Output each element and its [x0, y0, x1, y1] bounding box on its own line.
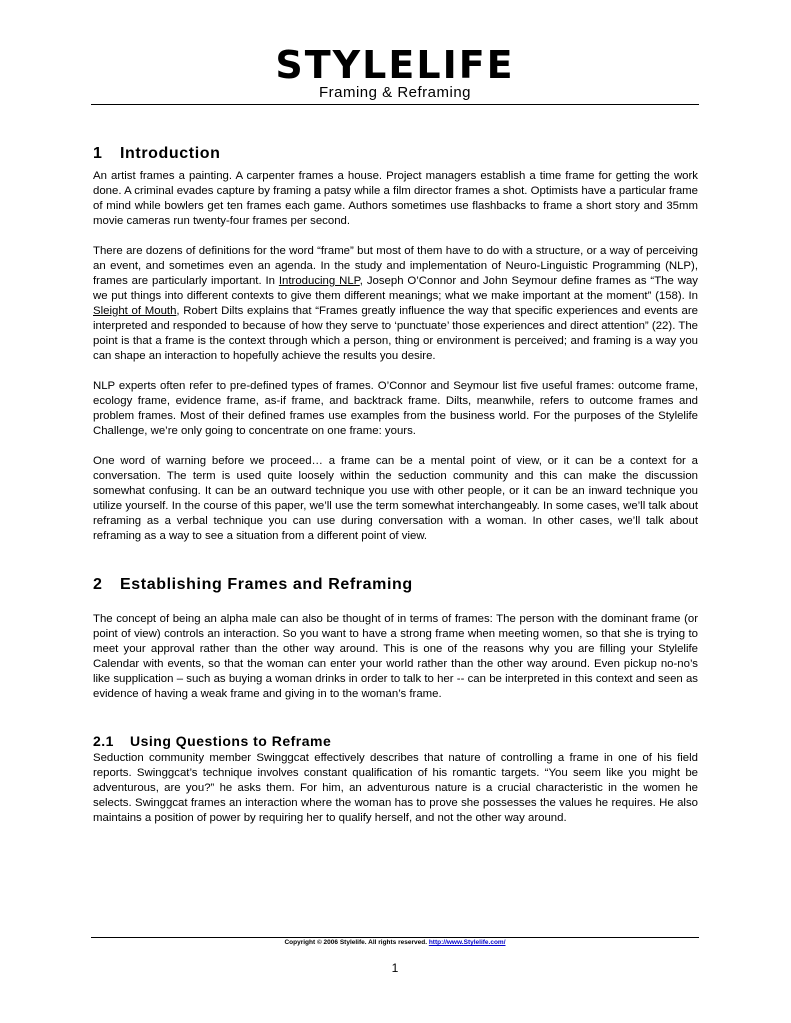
document-body — [93, 142, 698, 826]
section-2-1-heading — [93, 732, 698, 750]
page-footer — [91, 938, 699, 947]
page-number: 1 — [391, 961, 399, 975]
section-number: 2.1 — [93, 733, 114, 749]
paragraph: Seduction community member Swinggcat effectively describes that nature of controlling a frame in one of his field reports. Swinggcat’s technique involves constant qualification of his romantic targets. “You seem like you might be adventurous, are you?” he asks them. For him, an adventurous nature is a crucial characteristic in the women he selects. Swinggcat frames an interaction where the woman has to prove she possesses the values he requires. He also maintains a position of power by requiring her to qualify herself, and not the other way around. — [93, 752, 698, 824]
paragraph: The concept of being an alpha male can also be thought of in terms of frames: The person with the dominant frame (or point of view) controls an interaction. So you want to have a strong frame when meeting women, so that she is trying to meet your approval rather than the other way around. This is one of the reasons why you are filling your Stylelife Calendar with events, so that the woman can enter your world rather than the other way around. Even pickup no-no’s like supplication – such as buying a woman drinks in order to talk to her -- can be interpreted in this context and seen as evidence of having a weak frame and giving in to the woman’s frame. — [93, 613, 698, 700]
section-title: Establishing Frames and Reframing — [120, 576, 413, 593]
book-title-introducing-nlp: Introducing NLP — [278, 275, 360, 287]
paragraph: An artist frames a painting. A carpenter frames a house. Project managers establish a time frame for getting the work done. A criminal evades capture by framing a patsy while a film director frames a shot. Optimists have a particular frame of mind while bowlers get ten frames each game. Authors sometimes use flashbacks to frame a short story and 35mm movie cameras run twenty-four frames per second. — [93, 170, 698, 227]
section-title: Introduction — [120, 145, 221, 162]
paragraph: One word of warning before we proceed… a frame can be a mental point of view, or it can be a context for a conversation. The term is used quite loosely within the seduction community and this can make the discussion somewhat confusing. It can be an outward technique you use with other people, or it can be an inward technique you utilize yourself. In the course of this paper, we’ll use the term somewhat interchangeably. In some cases, we’ll talk about reframing as a verbal technique you can use during conversation with a woman. In other cases, we’ll talk about reframing as a way to see a situation from a different point of view. — [93, 455, 698, 542]
section-number: 2 — [93, 576, 103, 593]
section-1-heading — [93, 144, 698, 164]
stylelife-logo: STYLELIFE — [275, 43, 515, 87]
section-2-heading — [93, 575, 698, 595]
paragraph: There are dozens of definitions for the word “frame” but most of them have to do with a structure, or a way of perceiving an event, and sometimes even an agenda. In the study and implementation of Neuro-Linguistic Programming (NLP), frames are particularly important. In Introducing NLP, Joseph O’Connor and John Seymour define frames as “The way we put things into different contexts to give them different meanings; what we make important at the moment” (158). In Sleight of Mouth, Robert Dilts explains that “Frames greatly influence the way that specific experiences and events are interpreted and responded to because of how they serve to ‘punctuate’ those experiences and direct attention” (22). The point is that a frame is the context through which a person, thing or environment is perceived; and framing is a way you can shape an interaction to hopefully achieve the results you desire. — [93, 245, 698, 362]
book-title-sleight-of-mouth: Sleight of Mouth — [93, 305, 177, 317]
header-divider — [91, 104, 699, 105]
page-header — [91, 45, 699, 102]
section-title: Using Questions to Reframe — [130, 733, 332, 749]
paragraph: NLP experts often refer to pre-defined types of frames. O’Connor and Seymour list five useful frames: outcome frame, ecology frame, evidence frame, as-if frame, and backtrack frame. Dilts, meanwhile, refers to outcome frames and problem frames. Most of their defined frames use examples from the business world. For the purposes of the Stylelife Challenge, we’re only going to concentrate on one frame: yours. — [93, 380, 698, 437]
document-subtitle: Framing & Reframing — [318, 84, 472, 101]
section-number: 1 — [93, 145, 103, 162]
copyright-text: Copyright © 2006 Stylelife. All rights reserved. — [284, 939, 429, 946]
website-link[interactable]: http://www.Stylelife.com/ — [428, 939, 506, 946]
